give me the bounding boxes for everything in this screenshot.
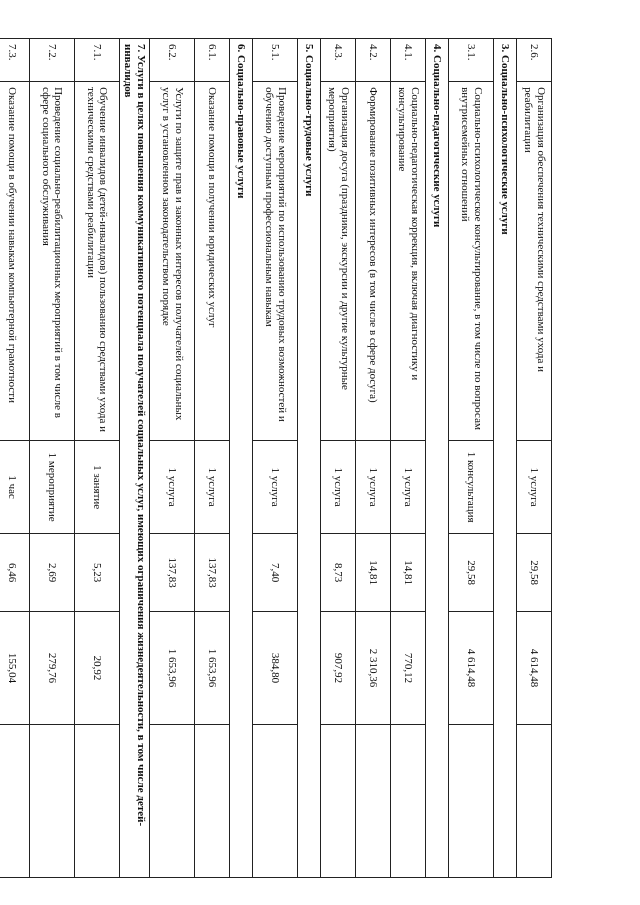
section-title: 7. Услуги в целях повышения коммуникативного потенциала получателей социальных услуг, имеющих ограничения жизнедеятельности, в том числе детей-инвалидов xyxy=(119,39,149,878)
section-header-row xyxy=(426,39,449,878)
service-unit: 1 мероприятие xyxy=(29,441,74,534)
service-unit: 1 консультация xyxy=(449,441,494,534)
section-header-row xyxy=(119,39,149,878)
empty-cell xyxy=(391,724,426,877)
total-cost: 384,80 xyxy=(253,612,298,724)
section-title: 6. Социально-правовые услуги xyxy=(230,39,253,878)
service-unit: 1 занятие xyxy=(74,441,119,534)
row-number: 7.3. xyxy=(0,39,29,82)
services-table-body xyxy=(0,39,552,878)
row-number: 4.1. xyxy=(391,39,426,82)
unit-price: 5,23 xyxy=(74,533,119,611)
empty-cell xyxy=(517,724,552,877)
table-row xyxy=(517,39,552,878)
empty-cell xyxy=(0,724,29,877)
empty-cell xyxy=(356,724,391,877)
row-number: 7.2. xyxy=(29,39,74,82)
row-number: 4.2. xyxy=(356,39,391,82)
service-name: Социально-педагогическая коррекция, включая диагностику и консультирование xyxy=(391,82,426,441)
table-row xyxy=(74,39,119,878)
empty-cell xyxy=(74,724,119,877)
service-unit: 1 услуга xyxy=(195,441,230,534)
total-cost: 907,92 xyxy=(321,612,356,724)
empty-cell xyxy=(449,724,494,877)
table-row xyxy=(321,39,356,878)
unit-price: 14,81 xyxy=(356,533,391,611)
total-cost: 1 653,96 xyxy=(150,612,195,724)
total-cost: 4 614,48 xyxy=(449,612,494,724)
unit-price: 2,69 xyxy=(29,533,74,611)
total-cost: 770,12 xyxy=(391,612,426,724)
service-name: Организация обеспечения техническими средствами ухода и реабилитации xyxy=(517,82,552,441)
table-row xyxy=(356,39,391,878)
table-row xyxy=(29,39,74,878)
total-cost: 155,04 xyxy=(0,612,29,724)
empty-cell xyxy=(29,724,74,877)
section-title: 5. Социально-трудовые услуги xyxy=(298,39,321,878)
service-name: Обучение инвалидов (детей-инвалидов) пользованию средствами ухода и техническими средствами реабилитации xyxy=(74,82,119,441)
table-row xyxy=(253,39,298,878)
table-row xyxy=(0,39,29,878)
service-name: Оказание помощи в получении юридических услуг xyxy=(195,82,230,441)
row-number: 6.2. xyxy=(150,39,195,82)
section-header-row xyxy=(230,39,253,878)
row-number: 7.1. xyxy=(74,39,119,82)
unit-price: 14,81 xyxy=(391,533,426,611)
row-number: 5.1. xyxy=(253,39,298,82)
empty-cell xyxy=(321,724,356,877)
service-unit: 1 услуга xyxy=(391,441,426,534)
row-number: 4.3. xyxy=(321,39,356,82)
services-table xyxy=(0,38,552,878)
section-header-row xyxy=(494,39,517,878)
empty-cell xyxy=(195,724,230,877)
service-name: Оказание помощи в обучении навыкам компьютерной грамотности xyxy=(0,82,29,441)
unit-price: 29,58 xyxy=(517,533,552,611)
row-number: 2.6. xyxy=(517,39,552,82)
unit-price: 7,40 xyxy=(253,533,298,611)
unit-price: 6,46 xyxy=(0,533,29,611)
table-row xyxy=(391,39,426,878)
row-number: 3.1. xyxy=(449,39,494,82)
table-row xyxy=(195,39,230,878)
service-unit: 1 час xyxy=(0,441,29,534)
total-cost: 1 653,96 xyxy=(195,612,230,724)
service-unit: 1 услуга xyxy=(253,441,298,534)
total-cost: 2 310,36 xyxy=(356,612,391,724)
unit-price: 8,73 xyxy=(321,533,356,611)
table-row xyxy=(150,39,195,878)
unit-price: 29,58 xyxy=(449,533,494,611)
unit-price: 137,83 xyxy=(150,533,195,611)
total-cost: 20,92 xyxy=(74,612,119,724)
section-header-row xyxy=(298,39,321,878)
total-cost: 279,76 xyxy=(29,612,74,724)
section-title: 3. Социально-психологические услуги xyxy=(494,39,517,878)
unit-price: 137,83 xyxy=(195,533,230,611)
row-number: 6.1. xyxy=(195,39,230,82)
service-unit: 1 услуга xyxy=(356,441,391,534)
section-title: 4. Социально-педагогические услуги xyxy=(426,39,449,878)
service-unit: 1 услуга xyxy=(517,441,552,534)
service-unit: 1 услуга xyxy=(321,441,356,534)
service-name: Социально-психологическое консультирование, в том числе по вопросам внутрисемейных отношений xyxy=(449,82,494,441)
empty-cell xyxy=(253,724,298,877)
empty-cell xyxy=(150,724,195,877)
total-cost: 4 614,48 xyxy=(517,612,552,724)
service-name: Формирование позитивных интересов (в том числе в сфере досуга) xyxy=(356,82,391,441)
service-name: Проведение мероприятий по использованию трудовых возможностей и обучению доступным профессиональным навыкам xyxy=(253,82,298,441)
table-row xyxy=(449,39,494,878)
service-name: Организация досуга (праздники, экскурсии и другие культурные мероприятия) xyxy=(321,82,356,441)
service-name: Проведение социально-реабилитационных мероприятий в том числе в сфере социального обслуживания xyxy=(29,82,74,441)
service-unit: 1 услуга xyxy=(150,441,195,534)
service-name: Услуги по защите прав и законных интересов получателей социальных услуг в установленном законодательством порядке xyxy=(150,82,195,441)
